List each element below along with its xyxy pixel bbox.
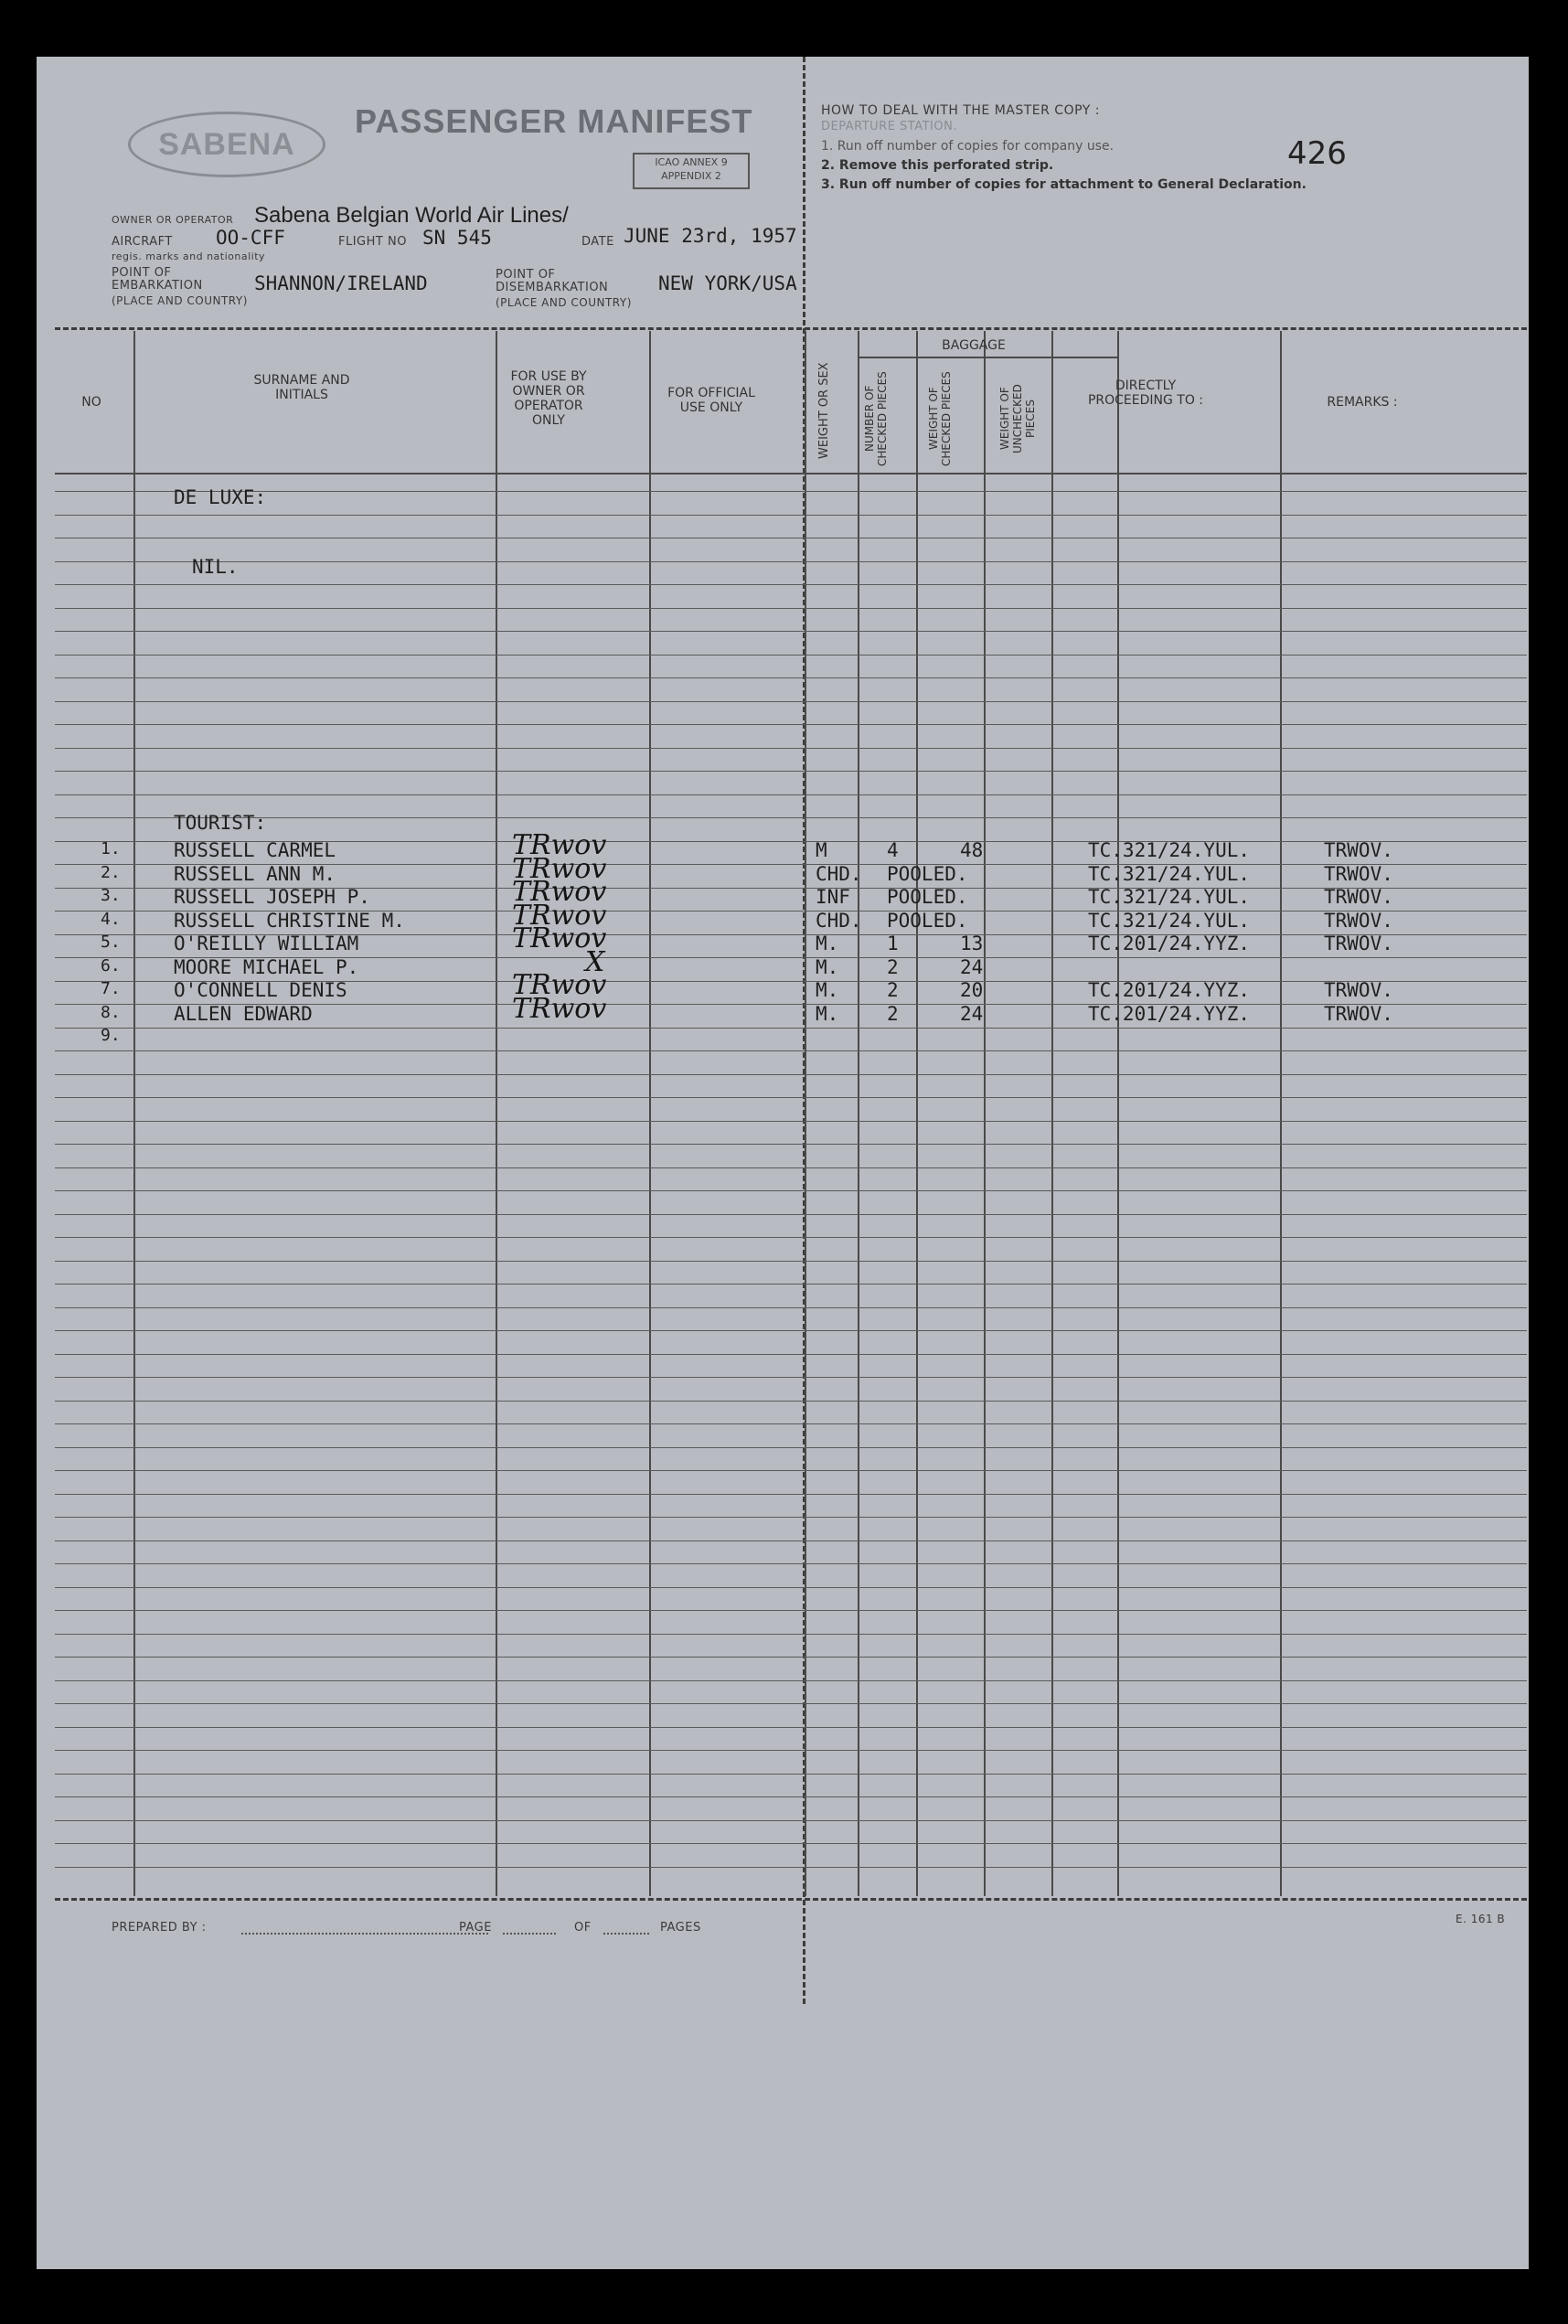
col-header-no: NO bbox=[81, 395, 101, 410]
owner-initials: TRwov bbox=[512, 969, 607, 1001]
weight-or-sex: M. bbox=[816, 1003, 839, 1025]
owner-initials: TRwov bbox=[512, 829, 607, 861]
instruction-3: 3. Run off number of copies for attachment to General Declaration. bbox=[821, 177, 1307, 192]
owner-initials: TRwov bbox=[512, 876, 607, 908]
disembark-value: NEW YORK/USA bbox=[658, 272, 797, 294]
col-header-weight-sex: WEIGHT OR SEX bbox=[817, 362, 831, 459]
row-number: 9. bbox=[101, 1026, 121, 1045]
column-rule bbox=[805, 331, 806, 1896]
embark-label: POINT OF EMBARKATION bbox=[112, 266, 203, 293]
row-rule bbox=[55, 1540, 1527, 1541]
row-rule bbox=[55, 1237, 1527, 1238]
date-value: JUNE 23rd, 1957 bbox=[624, 225, 797, 247]
row-rule bbox=[55, 1517, 1527, 1518]
row-rule bbox=[55, 677, 1527, 678]
column-rule bbox=[133, 331, 135, 1896]
col-header-owner-use: FOR USE BY OWNER OR OPERATOR ONLY bbox=[510, 369, 587, 428]
row-rule bbox=[55, 1680, 1527, 1681]
remarks: TRWOV. bbox=[1324, 910, 1393, 932]
row-rule bbox=[55, 1144, 1527, 1145]
flight-value: SN 545 bbox=[422, 227, 492, 249]
header-rule bbox=[55, 473, 1527, 474]
instruction-1: 1. Run off number of copies for company use. bbox=[821, 139, 1115, 154]
passenger-name: O'REILLY WILLIAM bbox=[174, 933, 359, 954]
row-rule bbox=[55, 1494, 1527, 1495]
operator-value: Sabena Belgian World Air Lines/ bbox=[254, 203, 569, 228]
row-rule bbox=[55, 1447, 1527, 1448]
checked-weight: 24 bbox=[960, 956, 984, 978]
row-rule bbox=[55, 1377, 1527, 1378]
weight-or-sex: CHD. bbox=[816, 910, 862, 932]
weight-or-sex: M. bbox=[816, 979, 839, 1001]
col-header-checked-weight: WEIGHT OF CHECKED PIECES bbox=[927, 371, 953, 466]
passenger-name: RUSSELL CARMEL bbox=[174, 839, 336, 861]
proceeding-to: TC.201/24.YYZ. bbox=[1088, 933, 1251, 954]
row-rule bbox=[55, 1121, 1527, 1122]
passenger-name: RUSSELL JOSEPH P. bbox=[174, 886, 370, 908]
row-rule bbox=[55, 584, 1527, 585]
passenger-name: RUSSELL CHRISTINE M. bbox=[174, 910, 405, 932]
remarks: TRWOV. bbox=[1324, 863, 1393, 885]
row-rule bbox=[55, 1657, 1527, 1658]
embark-value: SHANNON/IRELAND bbox=[254, 272, 428, 294]
proceeding-to: TC.201/24.YYZ. bbox=[1088, 1003, 1251, 1025]
section-deluxe: DE LUXE: bbox=[174, 486, 267, 508]
row-number: 6. bbox=[101, 956, 121, 975]
row-number: 8. bbox=[101, 1003, 121, 1022]
manifest-table bbox=[37, 57, 1529, 2269]
page-line bbox=[503, 1933, 556, 1935]
row-rule bbox=[55, 1284, 1527, 1285]
column-rule bbox=[984, 331, 986, 1896]
remarks: TRWOV. bbox=[1324, 979, 1393, 1001]
page-number: 426 bbox=[1287, 135, 1347, 172]
row-number: 3. bbox=[101, 886, 121, 905]
proceeding-to: TC.321/24.YUL. bbox=[1088, 910, 1251, 932]
disembark-label: POINT OF DISEMBARKATION bbox=[496, 268, 609, 294]
row-rule bbox=[55, 1261, 1527, 1262]
row-number: 5. bbox=[101, 933, 121, 952]
checked-weight: 24 bbox=[960, 1003, 984, 1025]
disembark-sub-label: (PLACE AND COUNTRY) bbox=[496, 296, 632, 309]
row-rule bbox=[55, 1401, 1527, 1402]
column-rule bbox=[496, 331, 497, 1896]
row-rule bbox=[55, 1050, 1527, 1051]
checked-weight: 13 bbox=[960, 933, 984, 954]
proceeding-to: TC.321/24.YUL. bbox=[1088, 839, 1251, 861]
row-rule bbox=[55, 515, 1527, 516]
remarks: TRWOV. bbox=[1324, 1003, 1393, 1025]
row-rule bbox=[55, 1028, 1527, 1029]
row-rule bbox=[55, 1307, 1527, 1308]
flight-label: FLIGHT NO bbox=[338, 235, 407, 249]
remarks: TRWOV. bbox=[1324, 839, 1393, 861]
col-header-proceeding: DIRECTLY PROCEEDING TO : bbox=[1087, 378, 1204, 408]
row-rule bbox=[55, 1074, 1527, 1075]
checked-weight: 20 bbox=[960, 979, 984, 1001]
row-rule bbox=[55, 608, 1527, 609]
prepared-by-line bbox=[241, 1933, 488, 1935]
page-label: PAGE bbox=[459, 1921, 492, 1935]
instruction-2: 2. Remove this perforated strip. bbox=[821, 158, 1054, 173]
remarks: TRWOV. bbox=[1324, 886, 1393, 908]
aircraft-sub-label: regis. marks and nationality bbox=[112, 251, 266, 262]
row-rule bbox=[55, 748, 1527, 749]
owner-initials: TRwov bbox=[512, 900, 607, 932]
row-rule bbox=[55, 655, 1527, 656]
col-header-remarks: REMARKS : bbox=[1327, 395, 1398, 410]
row-number: 1. bbox=[101, 839, 121, 858]
icao-box: ICAO ANNEX 9 APPENDIX 2 bbox=[633, 153, 750, 189]
row-number: 4. bbox=[101, 910, 121, 929]
row-rule bbox=[55, 1843, 1527, 1844]
column-rule bbox=[1051, 331, 1053, 1896]
column-rule bbox=[649, 331, 651, 1896]
column-rule bbox=[1117, 331, 1119, 1896]
instructions-title: HOW TO DEAL WITH THE MASTER COPY : bbox=[821, 103, 1100, 118]
column-rule bbox=[916, 331, 918, 1896]
row-rule bbox=[55, 1610, 1527, 1611]
date-label: DATE bbox=[581, 235, 614, 249]
checked-pieces: 2 bbox=[887, 979, 899, 1001]
weight-or-sex: CHD. bbox=[816, 863, 862, 885]
proceeding-to: TC.321/24.YUL. bbox=[1088, 886, 1251, 908]
checked-pieces: 1 bbox=[887, 933, 899, 954]
owner-initials: X bbox=[585, 946, 605, 978]
weight-or-sex: M. bbox=[816, 933, 839, 954]
row-rule bbox=[55, 701, 1527, 702]
section-tourist: TOURIST: bbox=[174, 812, 267, 834]
row-rule bbox=[55, 631, 1527, 632]
passenger-name: ALLEN EDWARD bbox=[174, 1003, 313, 1025]
col-header-baggage: BAGGAGE bbox=[942, 338, 1006, 353]
row-rule bbox=[55, 724, 1527, 725]
aircraft-value: OO-CFF bbox=[216, 227, 285, 249]
row-rule bbox=[55, 1190, 1527, 1191]
column-rule bbox=[858, 331, 859, 1896]
col-header-checked-pieces: NUMBER OF CHECKED PIECES bbox=[863, 371, 889, 466]
passenger-name: O'CONNELL DENIS bbox=[174, 979, 347, 1001]
row-rule bbox=[55, 1774, 1527, 1775]
owner-initials: TRwov bbox=[512, 993, 607, 1025]
passenger-name: MOORE MICHAEL P. bbox=[174, 956, 359, 978]
embark-sub-label: (PLACE AND COUNTRY) bbox=[112, 294, 248, 307]
aircraft-label: AIRCRAFT bbox=[112, 235, 173, 249]
checked-pieces: POOLED. bbox=[887, 886, 968, 908]
row-rule bbox=[55, 1470, 1527, 1471]
row-rule bbox=[55, 1820, 1527, 1821]
of-label: OF bbox=[574, 1921, 592, 1935]
row-rule bbox=[55, 1167, 1527, 1168]
row-rule bbox=[55, 1330, 1527, 1331]
row-rule bbox=[55, 771, 1527, 772]
instructions-sub: DEPARTURE STATION. bbox=[821, 120, 957, 133]
checked-pieces: 4 bbox=[887, 839, 899, 861]
row-rule bbox=[55, 794, 1527, 795]
col-header-surname: SURNAME AND INITIALS bbox=[253, 373, 350, 402]
manifest-sheet bbox=[37, 57, 1529, 2269]
proceeding-to: TC.201/24.YYZ. bbox=[1088, 979, 1251, 1001]
row-rule bbox=[55, 1587, 1527, 1588]
checked-pieces: 2 bbox=[887, 1003, 899, 1025]
checked-pieces: 2 bbox=[887, 956, 899, 978]
row-rule bbox=[55, 1097, 1527, 1098]
section-deluxe-nil: NIL. bbox=[192, 556, 239, 578]
row-rule bbox=[55, 1354, 1527, 1355]
checked-pieces: POOLED. bbox=[887, 863, 968, 885]
of-line bbox=[603, 1933, 649, 1935]
owner-initials: TRwov bbox=[512, 922, 607, 954]
row-rule bbox=[55, 561, 1527, 562]
row-rule bbox=[55, 817, 1527, 818]
manifest-title: PASSENGER MANIFEST bbox=[355, 102, 753, 140]
form-code: E. 161 B bbox=[1456, 1913, 1506, 1925]
col-header-unchecked-weight: WEIGHT OF UNCHECKED PIECES bbox=[998, 384, 1037, 453]
column-rule bbox=[1280, 331, 1282, 1896]
proceeding-to: TC.321/24.YUL. bbox=[1088, 863, 1251, 885]
row-rule bbox=[55, 1423, 1527, 1424]
row-rule bbox=[55, 1563, 1527, 1564]
row-rule bbox=[55, 1727, 1527, 1728]
row-number: 2. bbox=[101, 863, 121, 882]
prepared-by-label: PREPARED BY : bbox=[112, 1921, 207, 1935]
weight-or-sex: M. bbox=[816, 956, 839, 978]
operator-label: OWNER OR OPERATOR bbox=[112, 214, 234, 226]
row-rule bbox=[55, 1796, 1527, 1797]
row-rule bbox=[55, 1634, 1527, 1635]
row-number: 7. bbox=[101, 979, 121, 998]
row-rule bbox=[55, 1703, 1527, 1704]
weight-or-sex: M bbox=[816, 839, 827, 861]
row-rule bbox=[55, 1867, 1527, 1868]
owner-initials: TRwov bbox=[512, 853, 607, 885]
remarks: TRWOV. bbox=[1324, 933, 1393, 954]
row-rule bbox=[55, 1214, 1527, 1215]
weight-or-sex: INF bbox=[816, 886, 850, 908]
pages-label: PAGES bbox=[660, 1921, 701, 1935]
baggage-rule bbox=[858, 357, 1117, 358]
logo-text: SABENA bbox=[158, 126, 295, 162]
checked-weight: 48 bbox=[960, 839, 984, 861]
row-rule bbox=[55, 491, 1527, 492]
passenger-name: RUSSELL ANN M. bbox=[174, 863, 336, 885]
checked-pieces: POOLED. bbox=[887, 910, 968, 932]
col-header-official-use: FOR OFFICIAL USE ONLY bbox=[667, 386, 755, 415]
row-rule bbox=[55, 1750, 1527, 1751]
